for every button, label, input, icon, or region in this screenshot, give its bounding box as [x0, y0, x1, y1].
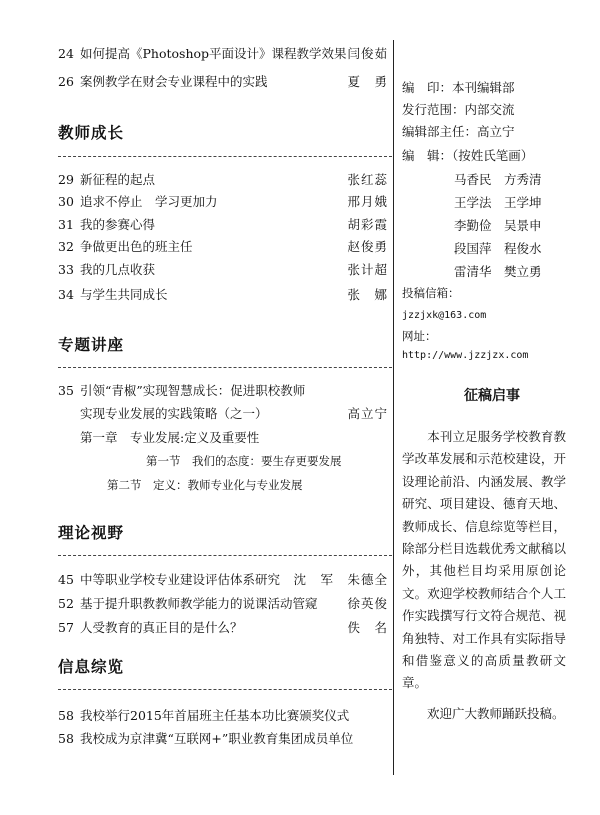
article-author: 胡彩霞 [347, 217, 388, 232]
page-number: 52 [58, 596, 74, 611]
toc-row[interactable] [58, 381, 388, 401]
article-title: 我校举行2015年首届班主任基本功比赛颁奖仪式 [80, 708, 350, 723]
toc-row[interactable] [58, 170, 388, 190]
article-title: 与学生共同成长 [80, 287, 168, 302]
article-title: 追求不停止 学习更加力 [80, 194, 218, 209]
page-number: 45 [58, 572, 74, 587]
section-divider [58, 689, 392, 690]
page-number: 26 [58, 74, 74, 89]
article-author: 高立宁 [347, 406, 388, 421]
editor-names: 李勤俭 吴景申 [454, 218, 542, 233]
toc-row[interactable] [58, 618, 388, 638]
editor-names: 段国萍 程俊水 [454, 241, 542, 256]
article-title: 新征程的起点 [80, 172, 156, 187]
section-divider [58, 555, 392, 556]
toc-row[interactable] [58, 570, 388, 590]
editor-names: 雷清华 樊立勇 [454, 264, 542, 279]
website-label: 网址： [402, 329, 437, 343]
article-subtitle: 第二节 定义：教师专业化与专业发展 [107, 478, 303, 492]
article-author: 闫俊茹 [347, 46, 388, 61]
page-number: 29 [58, 172, 74, 187]
section-heading-special-lectures: 专题讲座 [58, 336, 125, 354]
article-author: 赵俊勇 [347, 239, 388, 254]
article-title: 引领“青椒”实现智慧成长：促进职校教师 [80, 383, 306, 398]
page-number: 33 [58, 262, 74, 277]
toc-row[interactable] [58, 729, 388, 749]
article-title: 中等职业学校专业建设评估体系研究 [80, 572, 281, 587]
toc-row[interactable] [58, 44, 388, 64]
article-author: 佚 名 [347, 620, 388, 635]
email-label: 投稿信箱： [402, 286, 460, 300]
article-subtitle: 第一节 我们的态度：要生存更要发展 [146, 454, 342, 468]
call-for-papers-closing [402, 703, 566, 725]
call-for-papers-text: 本刊立足服务学校教育教学改革发展和示范校建设，开设理论前沿、内涵发展、教学研究、项目建设、德育天地、教师成长、信息综览等栏目，除部分栏目选载优秀文献稿以外，其他栏目均采用原创论文。欢迎学校教师结合个人工作实践撰写行文符合规范、视角独特、对工作具有实际指导和借鉴意义的高质量教研文章。 [402, 429, 566, 691]
section-heading-teacher-growth: 教师成长 [58, 124, 125, 142]
toc-row[interactable] [58, 260, 388, 280]
toc-row[interactable] [58, 706, 388, 726]
toc-row[interactable] [58, 192, 388, 212]
page-number: 34 [58, 287, 74, 302]
toc-row[interactable] [58, 215, 388, 235]
article-title: 实现专业发展的实践策略（之一） [80, 406, 268, 421]
article-title: 基于提升职教教师教学能力的说课活动管窥 [80, 596, 318, 611]
page-number: 31 [58, 217, 74, 232]
toc-subrow[interactable] [107, 475, 437, 495]
page-number: 30 [58, 194, 74, 209]
website-url[interactable]: http://www.jzzjzx.com [402, 350, 529, 361]
editor-names: 马香民 方秀清 [454, 172, 542, 187]
page-number: 24 [58, 46, 74, 61]
section-divider [58, 156, 392, 157]
article-author: 张 娜 [347, 287, 388, 302]
article-title: 如何提高《Photoshop平面设计》课程教学效果 [80, 46, 347, 61]
toc-row[interactable] [58, 594, 388, 614]
article-title: 我的几点收获 [80, 262, 156, 277]
editor-names: 王学法 王学坤 [454, 195, 542, 210]
section-heading-theory: 理论视野 [58, 524, 125, 542]
toc-row[interactable] [58, 237, 388, 257]
article-author: 邢月娥 [347, 194, 388, 209]
article-title: 第一章 专业发展:定义及重要性 [80, 430, 260, 445]
page-number: 57 [58, 620, 74, 635]
toc-row[interactable] [58, 428, 388, 448]
page-number: 35 [58, 383, 74, 398]
toc-row[interactable] [58, 404, 388, 424]
page-number: 58 [58, 731, 74, 746]
article-title: 人受教育的真正目的是什么？ [80, 620, 243, 635]
masthead-editors-label: 编 辑：（按姓氏笔画） [402, 148, 534, 163]
email-address[interactable]: jzzjxk@163.com [402, 310, 487, 321]
article-title: 我校成为京津冀“互联网+”职业教育集团成员单位 [80, 731, 354, 746]
article-author: 张计超 [347, 262, 388, 277]
article-author: 沈 军 朱德全 [293, 572, 388, 587]
masthead-chief-editor: 编辑部主任：高立宁 [402, 124, 515, 139]
masthead-print: 编 印：本刊编辑部 [402, 80, 515, 95]
article-title: 我的参赛心得 [80, 217, 156, 232]
page-number: 58 [58, 708, 74, 723]
toc-row[interactable] [58, 72, 388, 92]
call-for-papers-body [402, 426, 566, 695]
section-heading-news: 信息综览 [58, 658, 125, 676]
article-title: 争做更出色的班主任 [80, 239, 193, 254]
page-number: 32 [58, 239, 74, 254]
call-for-papers-closing-text: 欢迎广大教师踊跃投稿。 [427, 706, 565, 721]
article-author: 徐英俊 [347, 596, 388, 611]
toc-row[interactable] [58, 285, 388, 305]
section-divider [58, 367, 392, 368]
article-author: 张红蕊 [347, 172, 388, 187]
masthead-distribution: 发行范围：内部交流 [402, 102, 515, 117]
article-author: 夏 勇 [347, 74, 388, 89]
column-divider [393, 40, 394, 775]
call-for-papers-title: 征稿启事 [464, 388, 520, 404]
article-title: 案例教学在财会专业课程中的实践 [80, 74, 268, 89]
